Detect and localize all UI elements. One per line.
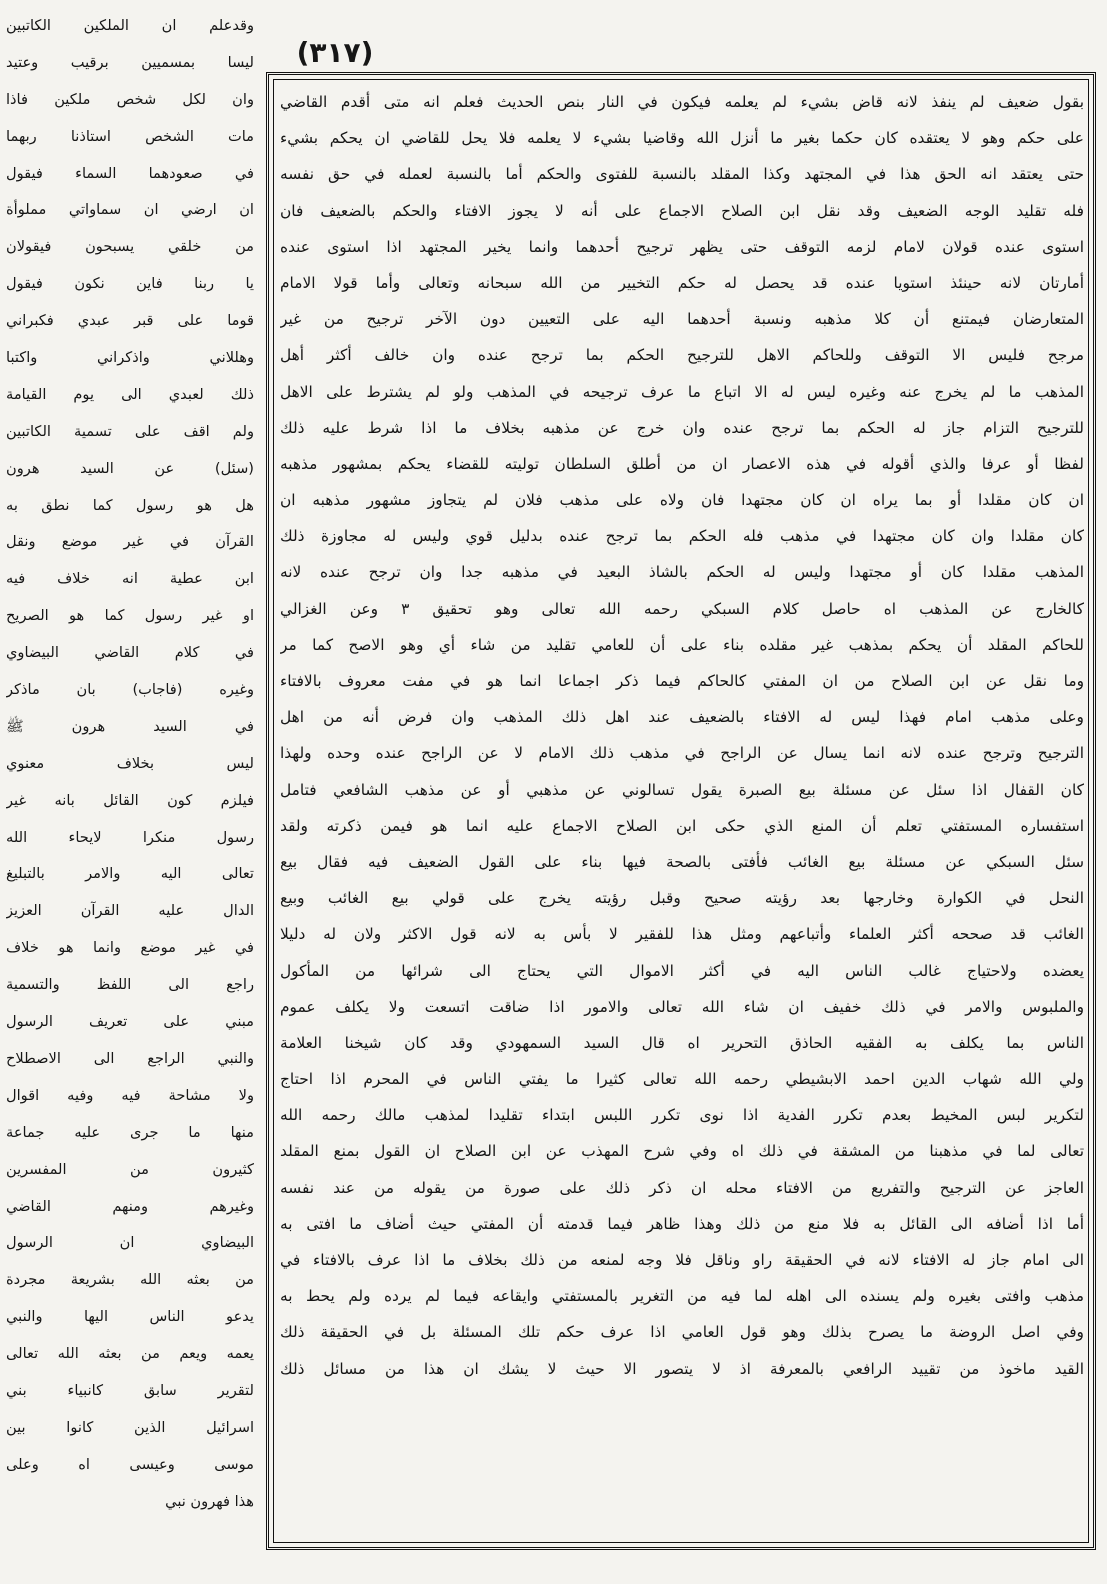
main-text-line: المتعارضان فيمتنع أن كلا مذهبه ونسبة أحدهما اليه على التعيين دون الآخر ترجيح من غير bbox=[280, 310, 1084, 329]
main-text-line: فله تقليد الوجه الضعيف وقد نقل ابن الصلاح الاجماع على أنه لا يجوز الافتاء والحكم بالضعيف فان bbox=[280, 201, 1084, 220]
margin-line: او غير رسول كما هو الصريح bbox=[6, 607, 254, 625]
margin-line: هل هو رسول كما نطق به bbox=[6, 496, 254, 514]
margin-commentary bbox=[6, 8, 254, 1558]
main-text-line: الى امام جاز له الافتاء لانه في الحقيقة راو وناقل فلا وجه لمنعه من ذلك بخلاف ما اذا عرف بالافتاء في bbox=[280, 1251, 1084, 1269]
main-text-line: ان كان مقلدا أو بما يراه ان كان مجتهدا فان ولاه على مذهب فلان لم يتجاوز مشهور مذهبه ان bbox=[280, 491, 1084, 510]
main-text-line: الترجيح وترجح عنده لانه انما يسال عن الراجح في مذهب ذلك الامام لا عن الراجح عنده وحده ولهذا bbox=[280, 744, 1084, 763]
margin-line: يدعو الناس اليها والنبي bbox=[6, 1308, 254, 1326]
margin-line: وهللاني واذكراني واكتبا bbox=[6, 349, 254, 367]
margin-line: موسى وعيسى اه وعلى bbox=[6, 1455, 254, 1473]
main-text-line: على حكم وهو لا يعتقده كان حكما بغير ما أنزل الله وقاضيا بشيء لا يعلمه فلا يحل للقاضي ان يحكم بشيء bbox=[280, 129, 1084, 148]
margin-line: قوما على قبر عبدي فكبراني bbox=[6, 312, 254, 330]
margin-line: راجع الى اللفظ والتسمية bbox=[6, 976, 254, 994]
main-text-line: لتكرير لبس المخيط بعدم تكرر الفدية اذا نوى تكرر اللبس ابتداء تقليدا لمذهب مالك رحمه الله bbox=[280, 1106, 1084, 1125]
main-text-line: النحل في الكوارة وخارجها بعد رؤيته صحيح وقبل رؤيته يخرج على قولي بيع الغائب وبيع bbox=[280, 889, 1084, 908]
margin-line: في غير موضع وانما هو خلاف bbox=[6, 939, 254, 957]
main-text-line: والملبوس والامر في ذلك خفيف ان شاء الله تعالى والامور اذا ضاقت اتسعت ولا يكلف عموم bbox=[280, 997, 1084, 1016]
margin-line: في كلام القاضي البيضاوي bbox=[6, 644, 254, 662]
margin-line: وغيره (فاجاب) بان ماذكر bbox=[6, 681, 254, 699]
margin-line: ولا مشاحة فيه وفيه اقوال bbox=[6, 1086, 254, 1104]
margin-line: كثيرون من المفسرين bbox=[6, 1160, 254, 1178]
margin-line: الدال عليه القرآن العزيز bbox=[6, 902, 254, 920]
main-text-line: القيد ماخوذ من تقييد الرافعي بالمعرفة اذ لا يتصور الا حيث لا يشك ان هذا من مسائل ذلك bbox=[280, 1359, 1084, 1378]
main-text-block bbox=[280, 84, 1084, 1536]
main-text-line: مرجح فليس الا التوقف وللحاكم الاهل للترجيح الحكم بما ترجح عنده وان خالف أكثر أهل bbox=[280, 346, 1084, 365]
main-text-line: كان القفال اذا سئل عن مسئلة بيع الصبرة يقول تسالوني عن مذهبي أو عن مذهب الشافعي فتامل bbox=[280, 780, 1084, 799]
main-text-line: الناس بما يكلف به الفقيه الحاذق التحرير اه قال السيد السمهودي وقد كان شيخنا العلامة bbox=[280, 1033, 1084, 1052]
main-text-line: أمارتان لانه حينئذ استويا عنده قد يحصل له حكم التخيير من الله سبحانه وتعالى وأما قولا الامام bbox=[280, 273, 1084, 292]
main-text-line: وعلى مذهب امام فهذا ليس له الافتاء بالضعيف عند اهل ذلك المذهب وان فرض أنه من اهل bbox=[280, 708, 1084, 727]
margin-line: يعمه ويعم من بعثه الله تعالى bbox=[6, 1345, 254, 1363]
main-text-line: للحاكم المقلد أن يحكم بمذهب غير مقلده بناء على أن للعامي تقليد من شاء أي وهو الاصح كما مر bbox=[280, 635, 1084, 654]
margin-line: مبني على تعريف الرسول bbox=[6, 1013, 254, 1031]
main-text-line: وفي اصل الروضة ما يصرح بذلك وهو قول العامي اذا عرف حكم تلك المسئلة بل في الحقيقة ذلك bbox=[280, 1323, 1084, 1342]
main-text-line: وما نقل عن ابن الصلاح من ان المفتي كالحاكم فيما ذكر اجماعا انما هو في مفت معروف بالافتاء bbox=[280, 672, 1084, 690]
main-text-line: سئل السبكي عن مسئلة بيع الغائب فأفتى بالصحة فيها بناء على القول الضعيف فيه فقال بيع bbox=[280, 852, 1084, 871]
margin-line: والنبي الراجع الى الاصطلاح bbox=[6, 1049, 254, 1067]
margin-line: ان ارضي ان سماواتي مملوأة bbox=[6, 201, 254, 219]
main-text-line: المذهب ما لم يخرج عنه وغيره ليس له الا اتباع ما عرف ترجيحه في المذهب ولو لم يشترط على الاهل bbox=[280, 382, 1084, 401]
margin-line: رسول منكرا لايحاء الله bbox=[6, 828, 254, 846]
margin-line: وقدعلم ان الملكين الكاتبين bbox=[6, 17, 254, 34]
margin-line: في السيد هرون ﷺ bbox=[6, 717, 254, 735]
main-text-line: العاجز عن الترجيح والتفريع من الافتاء محله ان ذكر ذلك على صورة من يقوله من عند نفسه bbox=[280, 1178, 1084, 1197]
main-text-line: كان مقلدا وان كان مجتهدا في مذهب فله الحكم بما ترجح عنده بدليل قوي وليس له مجاوزة ذلك bbox=[280, 527, 1084, 546]
margin-line: (سئل) عن السيد هرون bbox=[6, 459, 254, 477]
main-text-line: كالخارج عن المذهب اه حاصل كلام السبكي رحمه الله تعالى وهو تحقيق ٣ وعن الغزالي bbox=[280, 599, 1084, 618]
main-text-line: استفساره المستفتي تعلم أن المنع الذي حكى ابن الصلاح الاجماع عليه انما هو فيمن ذكرته ولقد bbox=[280, 816, 1084, 835]
main-text-line: حتى يعتقد انه الحق هذا في المجتهد وكذا المقلد بالنسبة للفتوى والحكم أما بالنسبة لعمله في حق نفسه bbox=[280, 165, 1084, 184]
margin-line: منها ما جرى عليه جماعة bbox=[6, 1123, 254, 1141]
margin-line: من بعثه الله بشريعة مجردة bbox=[6, 1271, 254, 1289]
main-text-line: الغائب قد صححه أكثر العلماء وأتباعهم ومثل هذا للفقير لا بأس به لانه قول الاكثر ولان له دليلا bbox=[280, 925, 1084, 944]
main-text-line: المذهب مقلدا كان أو مجتهدا وليس له الحكم بالشاذ البعيد في مذهبه جدا وان ترجح عنده لانه bbox=[280, 563, 1084, 582]
main-text-line: بقول ضعيف لم ينفذ لانه قاض بشيء لم يعلمه فيكون في النار بنص الحديث فعلم انه متى أقدم القاضي bbox=[280, 93, 1084, 111]
main-text-line: للترجيح التزام جاز له الحكم بما ترجح عنده وان خرج عن مذهبه بخلاف ما اذا شرط عليه ذلك bbox=[280, 418, 1084, 437]
main-text-line: أما اذا أضافه الى القائل به فلا منع من ذلك وهذا ظاهر فيما قدمته أن المفتي حيث أضاف ما افتى به bbox=[280, 1214, 1084, 1233]
margin-line: يا ربنا فاين نكون فيقول bbox=[6, 275, 254, 293]
margin-line: من خلقي يسبحون فيقولان bbox=[6, 238, 254, 256]
margin-line: ابن عطية انه خلاف فيه bbox=[6, 570, 254, 588]
margin-line: مات الشخص استاذنا ربهما bbox=[6, 127, 254, 145]
main-text-line: مذهب وافتى بغيره ولم يسنده الى اهله لما فيه من التغرير بالمستفتي وايقاعه فيما لم يرده ولم يحط به bbox=[280, 1287, 1084, 1306]
margin-line: فيلزم كون القائل بانه غير bbox=[6, 791, 254, 809]
margin-line: تعالى اليه والامر بالتبليغ bbox=[6, 865, 254, 883]
margin-line: وغيرهم ومنهم القاضي bbox=[6, 1197, 254, 1215]
main-text-line: يعضده ولاحتياج غالب الناس اليه في أكثر الاموال التي يحتاج الى شرائها من المأكول bbox=[280, 961, 1084, 980]
margin-line: ليس بخلاف معنوي bbox=[6, 754, 254, 772]
main-text-line: ولي الله شهاب الدين احمد الابشيطي رحمه الله تعالى كثيرا ما يفتي الناس في المحرم اذا احتاج bbox=[280, 1070, 1084, 1089]
main-text-line: تعالى لما في مذهبنا من المشقة في ذلك اه وفي شرح المهذب عن ابن الصلاح ان القول بمنع المقلد bbox=[280, 1142, 1084, 1161]
margin-line: اسرائيل الذين كانوا بين bbox=[6, 1418, 254, 1436]
margin-line: لتقرير سابق كانبياء بني bbox=[6, 1381, 254, 1399]
margin-line: هذا فهرون نبي bbox=[165, 1492, 254, 1510]
margin-line: وان لكل شخص ملكين فاذا bbox=[6, 90, 254, 108]
margin-line: ولم اقف على تسمية الكاتبين bbox=[6, 422, 254, 440]
margin-line: القرآن في غير موضع ونقل bbox=[6, 533, 254, 551]
margin-line: البيضاوي ان الرسول bbox=[6, 1234, 254, 1252]
main-text-line: استوى عنده قولان لامام لزمه التوقف حتى يظهر ترجيح أحدهما وانما يخير المجتهد اذا استوى عنده bbox=[280, 237, 1084, 256]
main-text-line: لفظا أو عرفا والذي أقوله في هذه الاعصار ان من أطلق السلطان توليته للقضاء يحكم بمشهور مذهبه bbox=[280, 454, 1084, 473]
margin-line: ليسا بمسميين برقيب وعتيد bbox=[6, 53, 254, 71]
margin-line: في صعودهما السماء فيقول bbox=[6, 164, 254, 182]
margin-line: ذلك لعبدي الى يوم القيامة bbox=[6, 385, 254, 403]
page-number: (٣١٧) bbox=[296, 36, 374, 69]
